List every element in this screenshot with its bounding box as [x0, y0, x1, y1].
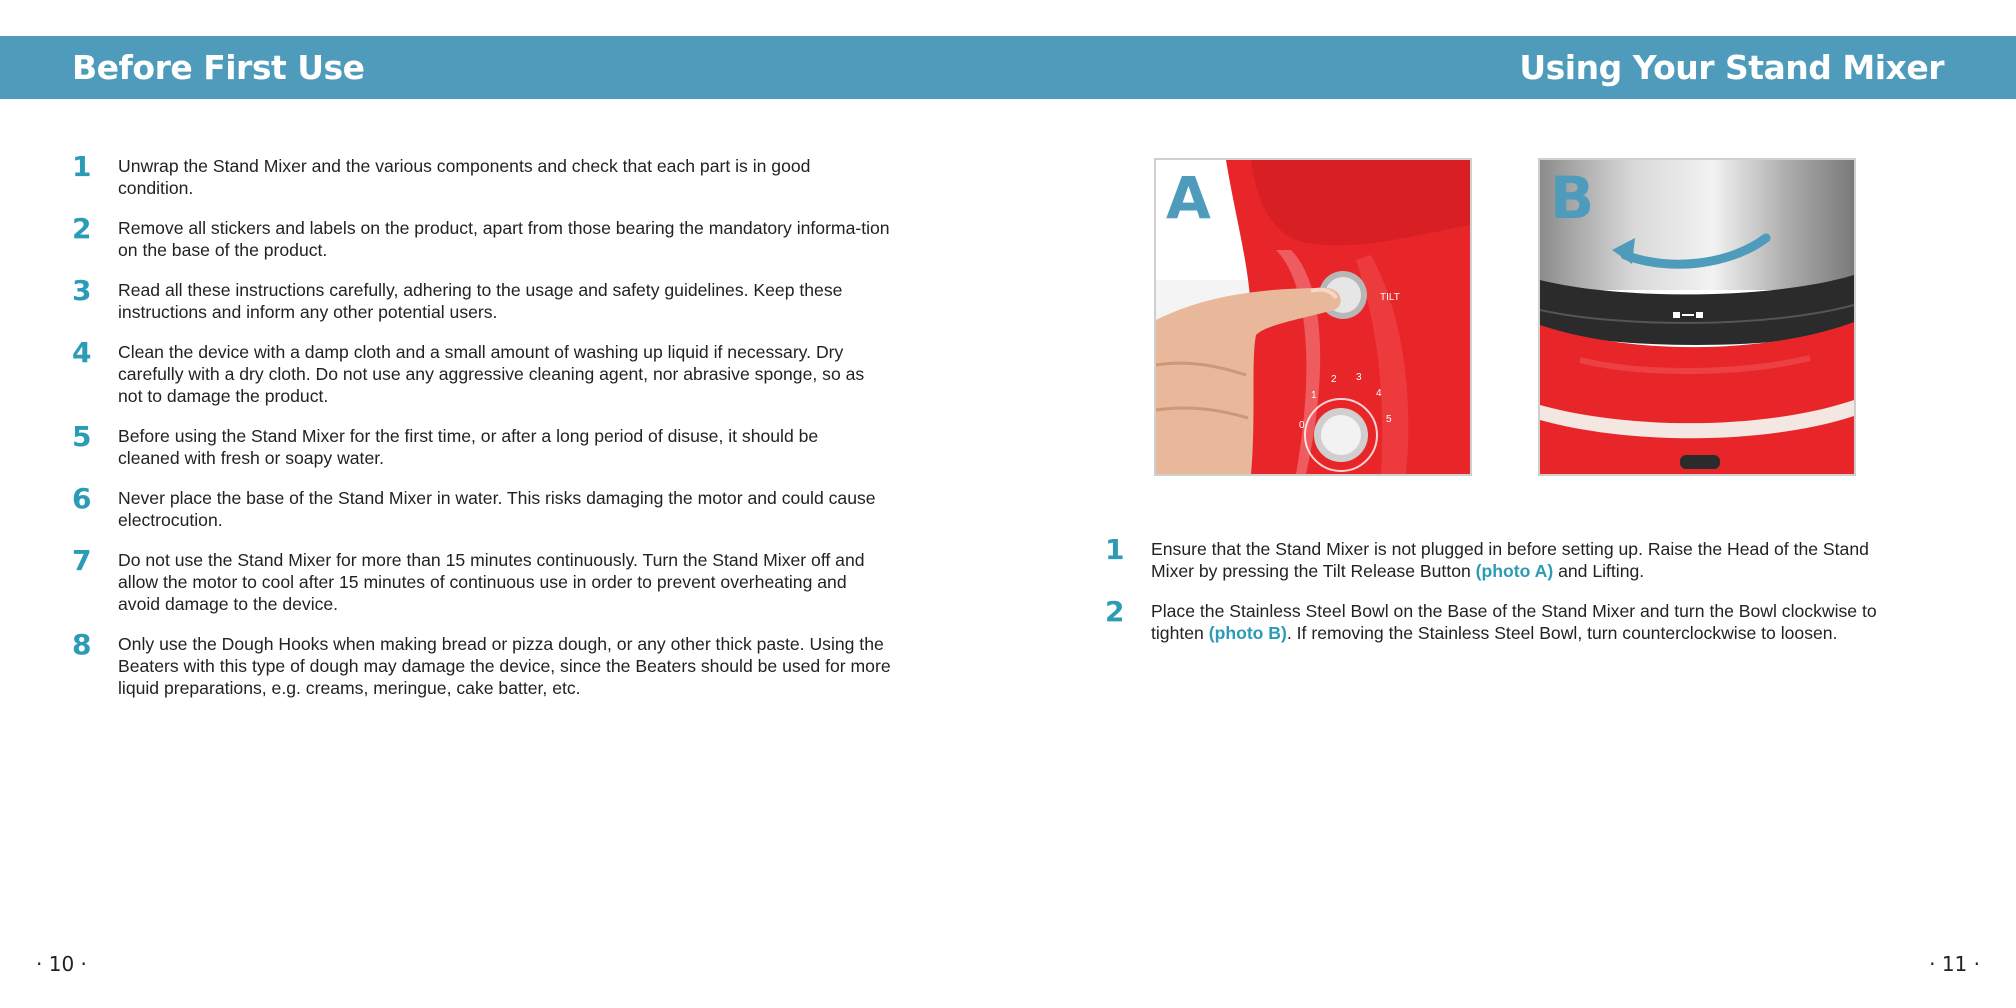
step-text: Clean the device with a damp cloth and a small amount of washing up liquid if necessary. Dry carefully with a dry cloth. Do not use any aggressive cleaning agent, nor abrasive sponge, so as not to damage the product.: [118, 342, 865, 406]
dial-mark-0: 0: [1299, 420, 1305, 431]
step-number: 8: [72, 628, 92, 661]
photo-a-label: A: [1166, 164, 1211, 232]
step-text: Do not use the Stand Mixer for more than 15 minutes continuously. Turn the Stand Mixer off and allow the motor to cool after 15 minutes of continuous use in order to prevent overheating and avoid damage to the device.: [118, 550, 865, 614]
step-text: [1151, 600, 1881, 644]
dial-mark-4: 4: [1376, 388, 1382, 399]
page-title-right: Using Your Stand Mixer: [1519, 48, 1944, 87]
left-step-1: [72, 150, 892, 199]
step-text: Read all these instructions carefully, adhering to the usage and safety guidelines. Keep these instructions and inform any other potential users.: [118, 280, 843, 322]
left-step-6: [72, 482, 892, 531]
step-text-part: Ensure that the Stand Mixer is not plugged in before setting up. Raise the Head of the Stand Mixer by pressing the Tilt Release Button: [1151, 539, 1869, 581]
step-number: 2: [1105, 595, 1125, 628]
step-text: Before using the Stand Mixer for the first time, or after a long period of disuse, it should be cleaned with fresh or soapy water.: [118, 426, 819, 468]
step-text-part: and Lifting.: [1553, 561, 1645, 581]
step-number: 1: [72, 150, 92, 183]
header-banner: [0, 36, 2016, 99]
step-number: 3: [72, 274, 92, 307]
step-text: Unwrap the Stand Mixer and the various components and check that each part is in good condition.: [118, 156, 811, 198]
photo-b: [1538, 158, 1856, 476]
right-step-1: [1105, 533, 1885, 582]
page-number-right: · 11 ·: [1929, 952, 1980, 976]
step-number: 1: [1105, 533, 1125, 566]
step-number: 7: [72, 544, 92, 577]
left-step-7: [72, 544, 892, 615]
step-text: Only use the Dough Hooks when making bread or pizza dough, or any other thick paste. Using the Beaters with this type of dough may damage the device, since the Beaters should be used for more liquid preparations, e.g. creams, meringue, cake batter, etc.: [118, 634, 891, 698]
step-text: Never place the base of the Stand Mixer in water. This risks damaging the motor and could cause electrocution.: [118, 488, 876, 530]
step-number: 4: [72, 336, 92, 369]
left-step-4: [72, 336, 892, 407]
right-step-2: [1105, 595, 1885, 644]
dial-mark-3: 3: [1356, 372, 1362, 383]
left-step-5: [72, 420, 892, 469]
step-text-part: Place the Stainless Steel Bowl on the Base of the Stand Mixer and turn the Bowl clockwise to tighten: [1151, 601, 1877, 643]
step-text: Remove all stickers and labels on the product, apart from those bearing the mandatory informa-tion on the base of the product.: [118, 218, 890, 260]
step-text: [1151, 538, 1881, 582]
step-number: 2: [72, 212, 92, 245]
left-step-8: [72, 628, 892, 699]
left-step-3: [72, 274, 892, 323]
photo-b-label: B: [1550, 164, 1595, 232]
dial-mark-2: 2: [1331, 374, 1337, 385]
page-number-left: · 10 ·: [36, 952, 87, 976]
left-step-2: [72, 212, 892, 261]
tilt-label: TILT: [1380, 292, 1400, 303]
photo-a: [1154, 158, 1472, 476]
step-number: 6: [72, 482, 92, 515]
step-number: 5: [72, 420, 92, 453]
step-text-part: . If removing the Stainless Steel Bowl, turn counterclockwise to loosen.: [1286, 623, 1838, 643]
photo-b-reference: (photo B): [1208, 623, 1287, 643]
photo-a-reference: (photo A): [1475, 561, 1554, 581]
dial-mark-5: 5: [1386, 414, 1392, 425]
page-title-left: Before First Use: [72, 48, 365, 87]
dial-mark-1: 1: [1311, 390, 1317, 401]
